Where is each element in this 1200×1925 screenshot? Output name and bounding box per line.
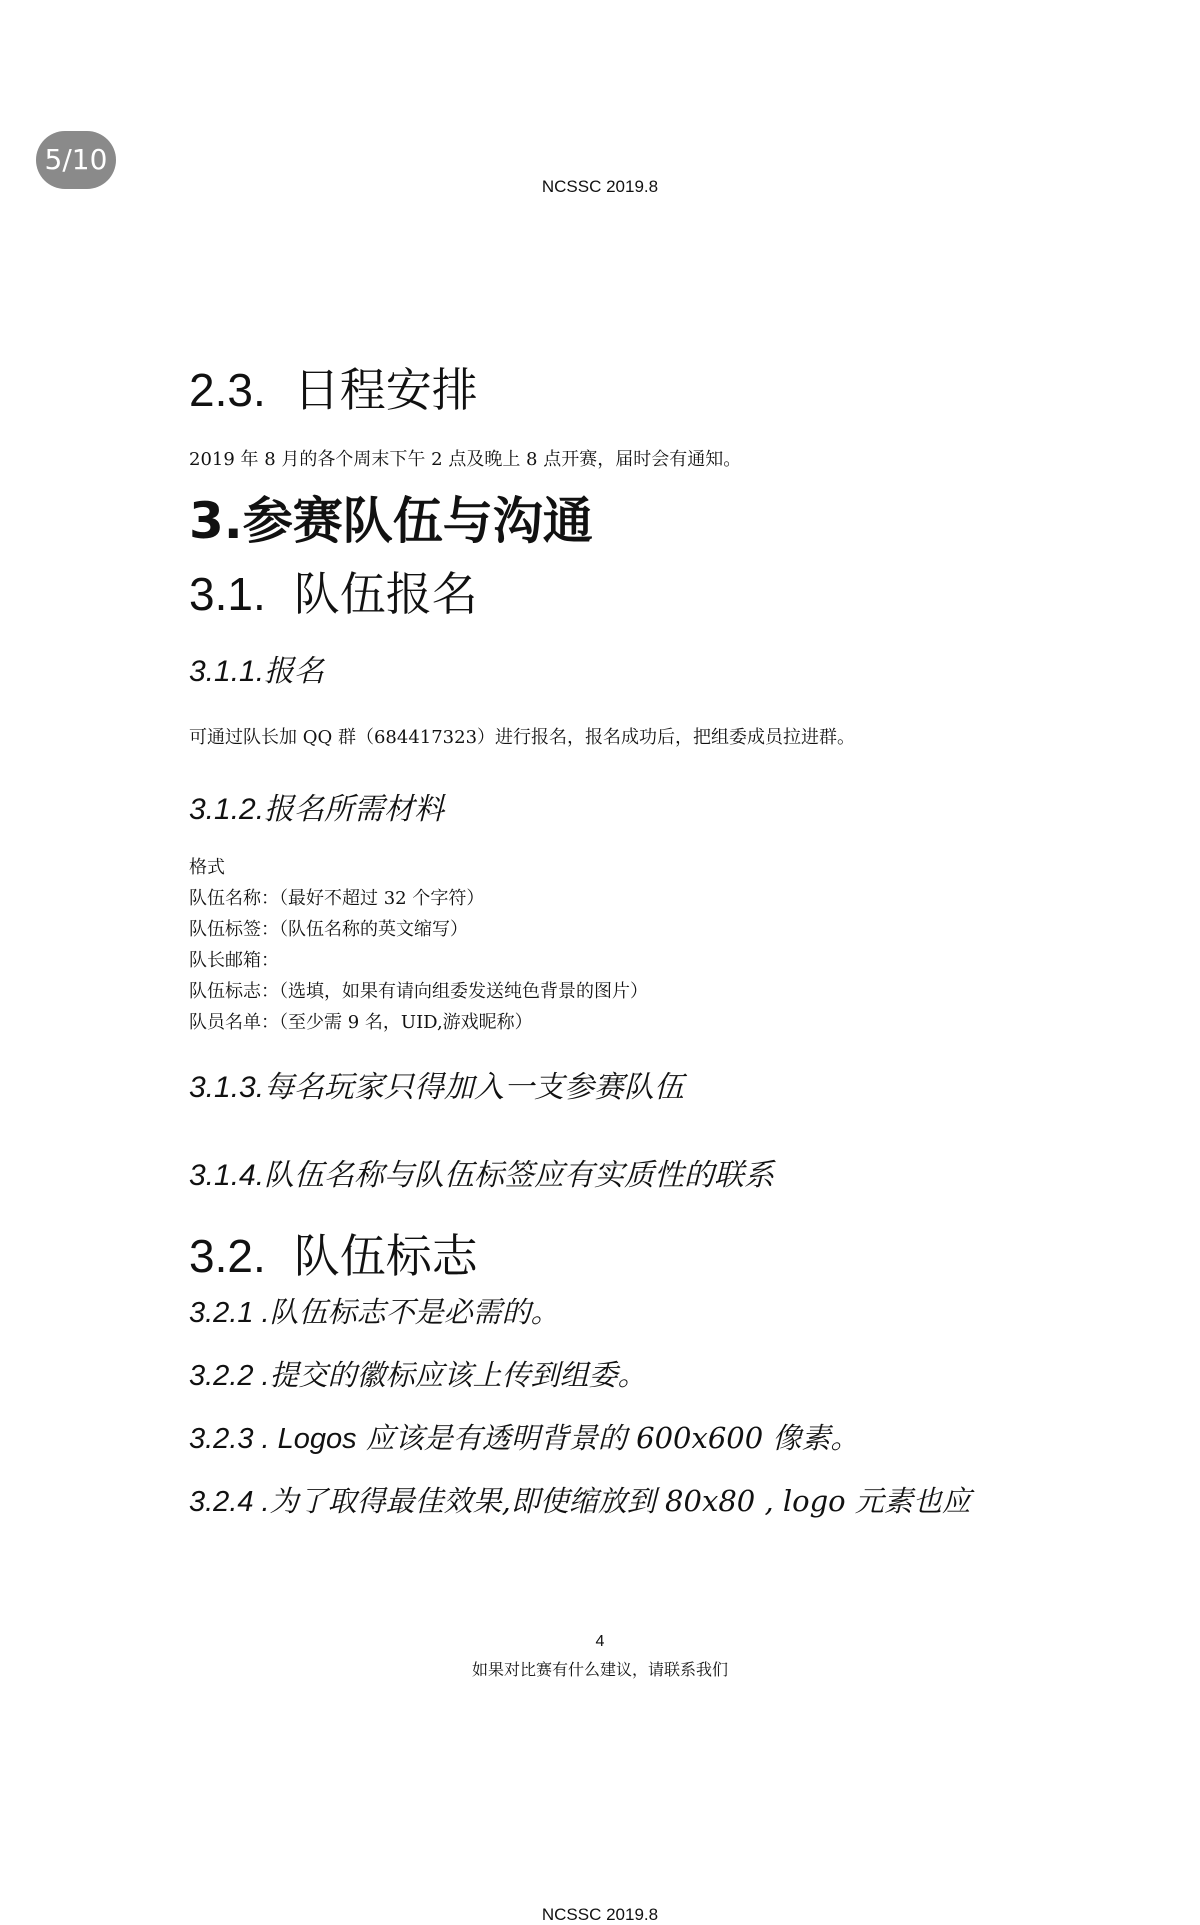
item-text: 为了取得最佳效果,即使缩放到 80x80 , logo 元素也应 <box>269 1484 971 1518</box>
item-number: 3.2.2 . <box>189 1360 270 1392</box>
materials-line: 队员名单：（至少需 9 名，UID,游戏昵称） <box>189 1012 533 1033</box>
materials-line: 队伍名称：（最好不超过 32 个字符） <box>189 888 485 909</box>
heading-number: 3.1.3. <box>189 1071 265 1104</box>
heading-number: 3.1.1. <box>189 655 265 688</box>
heading-3-1 <box>189 564 1089 624</box>
heading-3-1-2 <box>189 790 1089 830</box>
heading-title: 每名玩家只得加入一支参赛队伍 <box>264 1070 685 1105</box>
materials-line: 队伍标志：（选填，如果有请向组委发送纯色背景的图片） <box>189 981 648 1002</box>
registration-paragraph: 可通过队长加 QQ 群（684417323）进行报名，报名成功后，把组委成员拉进群。 <box>189 727 856 748</box>
document-body <box>189 360 1089 1522</box>
heading-3-1-3 <box>189 1068 1089 1108</box>
heading-3-2 <box>189 1226 1089 1286</box>
item-number: 3.2.1 . <box>189 1297 270 1329</box>
item-number: 3.2.3 . Logos <box>189 1423 357 1455</box>
logo-rule-item <box>189 1355 1089 1396</box>
footer-note: 如果对比赛有什么建议，请联系我们 <box>471 1660 728 1679</box>
heading-3-1-4 <box>189 1156 1089 1196</box>
heading-title: 报名 <box>264 654 325 689</box>
heading-number: 3.1. <box>189 568 266 620</box>
schedule-paragraph: 2019 年 8 月的各个周末下午 2 点及晚上 8 点开赛，届时会有通知。 <box>189 449 742 470</box>
heading-number: 3.1.4. <box>189 1159 265 1192</box>
heading-2-3 <box>189 360 1089 420</box>
heading-number: 3.2. <box>189 1230 266 1282</box>
materials-list <box>189 852 1089 1038</box>
item-text: 提交的徽标应该上传到组委。 <box>269 1358 647 1392</box>
heading-number: 2.3. <box>189 364 266 416</box>
item-text: 应该是有透明背景的 600x600 像素。 <box>356 1421 860 1455</box>
materials-line: 队长邮箱： <box>189 950 279 971</box>
heading-number: 3.1.2. <box>189 793 265 826</box>
logo-rule-item <box>189 1292 1089 1333</box>
item-text: 队伍标志不是必需的。 <box>269 1295 560 1329</box>
heading-title: 报名所需材料 <box>264 792 445 827</box>
heading-title: 队伍名称与队伍标签应有实质性的联系 <box>264 1158 775 1193</box>
logo-rule-item <box>189 1418 1089 1459</box>
item-number: 3.2.4 . <box>189 1486 270 1518</box>
heading-title: 队伍标志 <box>293 1229 478 1283</box>
page-number: 4 <box>595 1633 605 1650</box>
logo-rule-item <box>189 1481 1089 1522</box>
heading-title: 队伍报名 <box>293 567 478 621</box>
page-indicator-badge: 5/10 <box>36 131 116 189</box>
heading-3: 3.参赛队伍与沟通 <box>189 492 593 550</box>
heading-title: 日程安排 <box>293 363 478 417</box>
materials-line: 队伍标签：（队伍名称的英文缩写） <box>189 919 468 940</box>
materials-line: 格式 <box>189 857 225 878</box>
page-header: NCSSC 2019.8 <box>541 177 659 196</box>
heading-3-1-1 <box>189 652 1089 692</box>
next-page-header: NCSSC 2019.8 <box>541 1905 659 1924</box>
